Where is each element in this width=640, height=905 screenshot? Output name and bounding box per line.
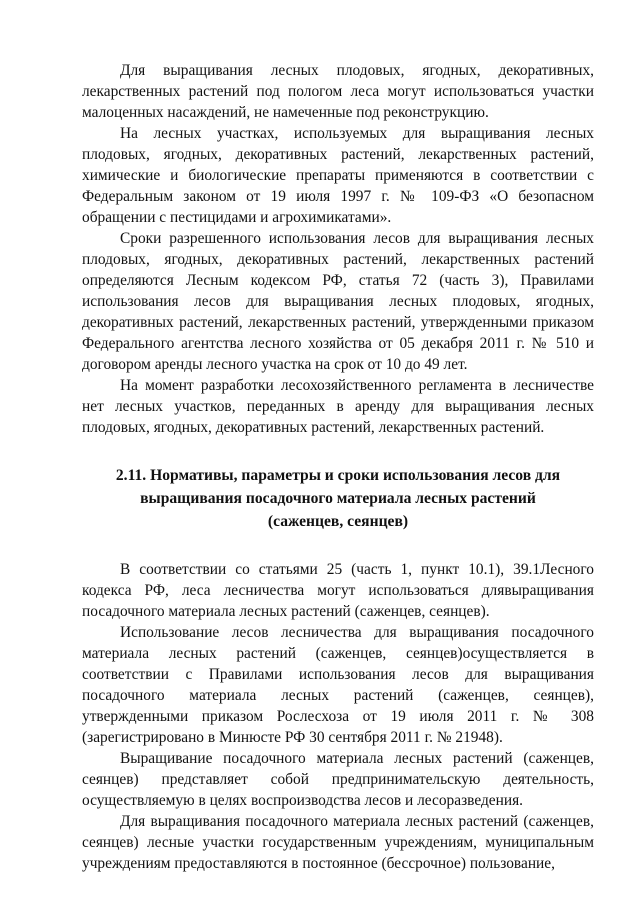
- section-heading-2-11: [82, 464, 594, 533]
- paragraph-no-leased-plots: На момент разработки лесохозяйственного регламента в лесничестве нет лесных участков, переданных в аренду для выращивания лесных плодовых, ягодных, декоративных растений, лекарственных растений.: [82, 377, 594, 436]
- paragraph-usage-terms: Сроки разрешенного использования лесов для выращивания лесных плодовых, ягодных, декоративных растений, лекарственных растений определяются Лесным кодексом РФ, статья 72 (часть 3), Правилами использования лесов для выращивания лесных плодовых, ягодных, декоративных растений, лекарственных растений, утвержденными приказом Федерального агентства лесного хозяйства от 05 декабря 2011 г. № 510 и договором аренды лесного участка на срок от 10 до 49 лет.: [82, 230, 594, 373]
- paragraph-forest-code-articles: В соответствии со статьями 25 (часть 1, пункт 10.1), 39.1Лесного кодекса РФ, леса лесничества могут использоваться длявыращивания посадочного материала лесных растений (саженцев, сеянцев).: [82, 561, 594, 620]
- heading-line-1: 2.11. Нормативы, параметры и сроки использования лесов для: [115, 467, 561, 484]
- paragraph-understory-plots: Для выращивания лесных плодовых, ягодных, декоративных, лекарственных растений под пологом леса могут использоваться участки малоценных насаждений, не намеченные под реконструкцию.: [82, 62, 594, 121]
- heading-line-2: выращивания посадочного материала лесных растений: [140, 490, 536, 507]
- heading-line-3: (саженцев, сеянцев): [267, 513, 409, 530]
- paragraph-state-institutions: Для выращивания посадочного материала лесных растений (саженцев, сеянцев) лесные участки государственным учреждениям, муниципальным учреждениям предоставляются в постоянное (бессрочное) пользование,: [82, 813, 594, 872]
- paragraph-usage-rules: Использование лесов лесничества для выращивания посадочного материала лесных растений (саженцев, сеянцев)осуществляется в соответствии с Правилами использования лесов для выращивания посадочного материала лесных растений (саженцев, сеянцев), утвержденными приказом Рослесхоза от 19 июля 2011 г. № 308 (зарегистрировано в Минюсте РФ 30 сентября 2011 г. № 21948).: [82, 624, 594, 746]
- heading-spacer: [82, 533, 594, 559]
- paragraph-entrepreneurial-activity: Выращивание посадочного материала лесных растений (саженцев, сеянцев) представляет собой предпринимательскую деятельность, осуществляемую в целях воспроизводства лесов и лесоразведения.: [82, 750, 594, 809]
- paragraph-pesticides: На лесных участках, используемых для выращивания лесных плодовых, ягодных, декоративных растений, лекарственных растений, химические и биологические препараты применяются в соответствии с Федеральным законом от 19 июля 1997 г. № 109-ФЗ «О безопасном обращении с пестицидами и агрохимикатами».: [82, 125, 594, 226]
